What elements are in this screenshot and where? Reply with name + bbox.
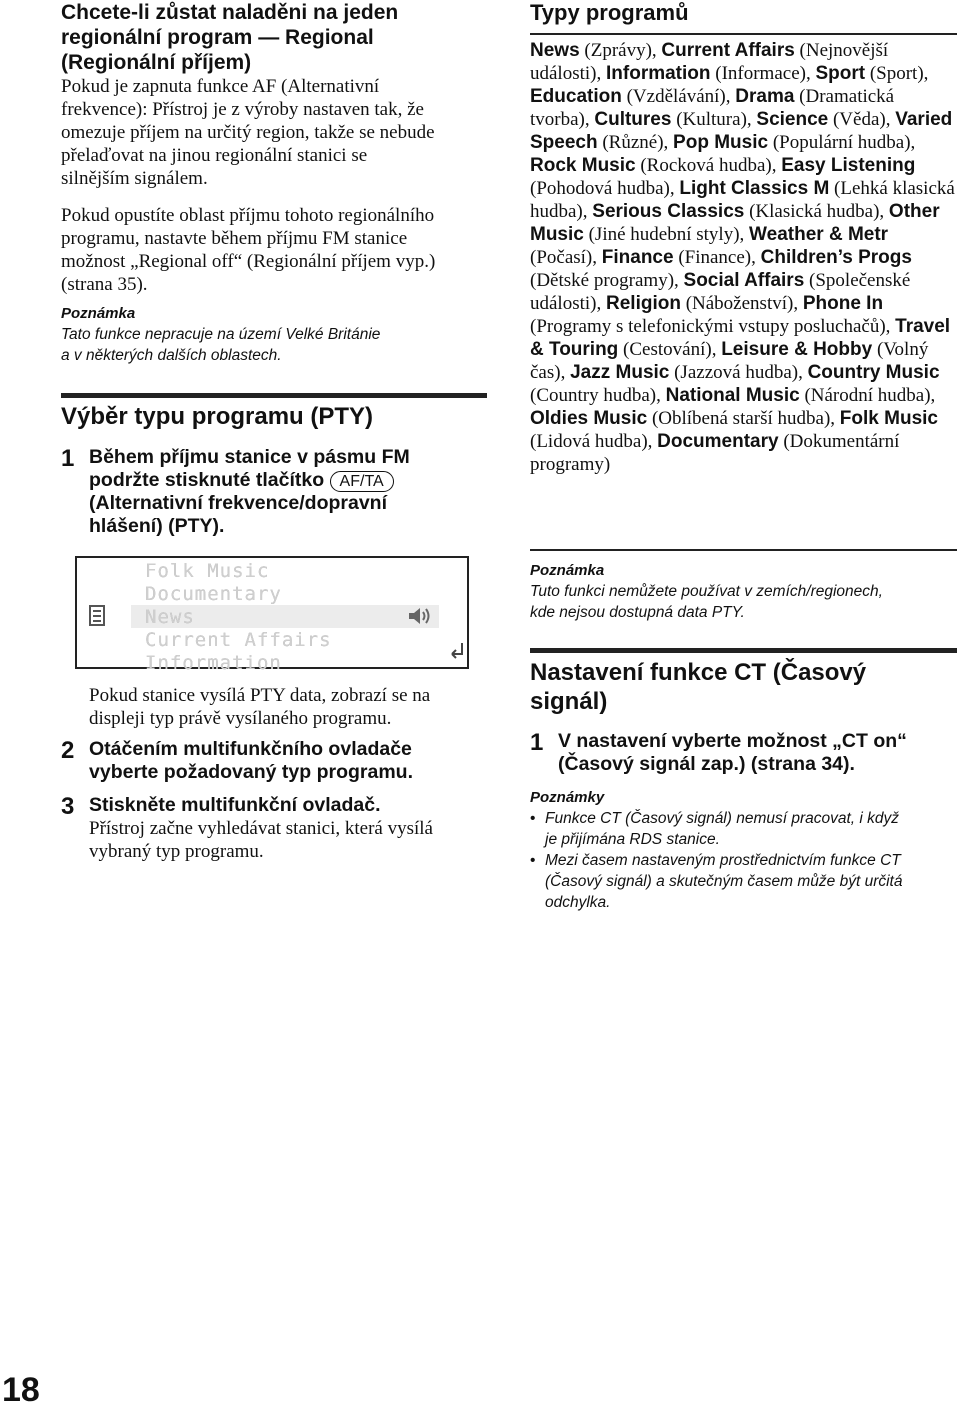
- program-type-description: (Informace),: [710, 63, 816, 84]
- regional-paragraph-2: Pokud opustíte oblast příjmu tohoto regionálního programu, nastavte během příjmu FM stanice možnost „Regional off“ (Regionální příjem vyp.) (strana 35).: [61, 205, 436, 295]
- program-type-name: Information: [606, 63, 711, 84]
- program-type-description: (Dětské programy),: [530, 270, 684, 291]
- list-icon: [89, 605, 107, 632]
- program-type-name: Serious Classics: [592, 201, 745, 222]
- pty-section-title: Výběr typu programu (PTY): [61, 403, 374, 430]
- program-type-description: (Volný čas),: [530, 339, 929, 383]
- step-3: 3 Stiskněte multifunkční ovladač. Přístroj začne vyhledávat stanici, která vysílá vybraný typ programu.: [61, 794, 509, 863]
- section-rule: [530, 549, 957, 551]
- program-type-name: Travel & Touring: [530, 316, 951, 360]
- regional-paragraph-1: Pokud je zapnuta funkce AF (Alternativní frekvence): Přístroj je z výroby nastaven tak, že omezuje příjem na určitý region, takže se nebude přelaďovat na jinou regionální stanici se silnějším signálem.: [61, 76, 435, 189]
- regional-heading: Chcete-li zůstat naladěni na jeden regionální program — Regional (Regionální příjem): [61, 1, 399, 74]
- program-type-description: (Věda),: [828, 109, 896, 130]
- step-2: 2 Otáčením multifunkčního ovladače vyberte požadovaný typ programu.: [61, 737, 413, 783]
- program-type-name: Jazz Music: [570, 362, 670, 383]
- note-title: Poznámka: [61, 305, 136, 322]
- program-type-description: (Národní hudba),: [799, 385, 936, 406]
- program-type-name: Social Affairs: [683, 270, 805, 291]
- program-type-description: (Kultura),: [671, 109, 757, 130]
- section-rule: [530, 648, 957, 653]
- display-item-selected: News: [145, 606, 195, 628]
- speaker-icon: [407, 606, 433, 631]
- program-type-name: Weather & Metr: [749, 224, 889, 245]
- program-type-name: Other Music: [530, 201, 940, 245]
- program-type-description: (Počasí),: [530, 247, 602, 268]
- program-type-name: Leisure & Hobby: [721, 339, 873, 360]
- radio-display-illustration: [75, 556, 469, 674]
- program-type-description: (Lehká klasická hudba),: [530, 178, 955, 222]
- program-type-description: (Cestování),: [618, 339, 722, 360]
- display-item: Documentary: [145, 583, 282, 605]
- program-type-name: Cultures: [594, 109, 672, 130]
- program-type-description: (Různé),: [597, 132, 674, 153]
- program-type-description: (Finance),: [673, 247, 761, 268]
- program-type-description: (Programy s telefonickými vstupy posluchačů),: [530, 316, 896, 337]
- program-type-name: Rock Music: [530, 155, 636, 176]
- program-type-description: (Klasická hudba),: [744, 201, 889, 222]
- program-type-name: Finance: [601, 247, 674, 268]
- program-types-list: [530, 39, 957, 476]
- return-icon: [449, 642, 465, 665]
- notes-list: [530, 808, 957, 913]
- display-item: Current Affairs: [145, 629, 332, 651]
- program-type-description: (Nejnovější události),: [530, 40, 889, 84]
- program-type-description: (Jazzová hudba),: [669, 362, 808, 383]
- program-type-description: (Náboženství),: [680, 293, 803, 314]
- program-type-description: (Country hudba),: [530, 385, 666, 406]
- note-item: • Funkce CT (Časový signál) nemusí pracovat, i když je přijímána RDS stanice.: [530, 808, 957, 850]
- step-number: 1: [530, 729, 544, 756]
- program-types-title: Typy programů: [530, 0, 689, 25]
- display-item: Information: [145, 652, 282, 674]
- program-type-name: Pop Music: [673, 132, 769, 153]
- program-type-name: Drama: [735, 86, 795, 107]
- note-text: Tuto funkci nemůžete používat v zemích/regionech, kde nejsou dostupná data PTY.: [530, 583, 883, 621]
- program-type-name: National Music: [665, 385, 800, 406]
- display-explanation: Pokud stanice vysílá PTY data, zobrazí se na displeji typ právě vysílaného programu.: [89, 685, 431, 729]
- program-type-name: Phone In: [802, 293, 884, 314]
- note-title: Poznámka: [530, 562, 605, 579]
- program-type-description: (Lidová hudba),: [530, 431, 658, 452]
- program-type-name: Varied Speech: [530, 109, 953, 153]
- section-rule: [530, 33, 957, 35]
- program-type-description: (Vzdělávání),: [621, 86, 736, 107]
- program-type-name: Sport: [815, 63, 866, 84]
- program-type-name: News: [530, 40, 580, 61]
- step-number: 1: [61, 445, 75, 472]
- program-type-name: Children’s Progs: [760, 247, 912, 268]
- display-item: Folk Music: [145, 560, 270, 582]
- program-type-name: Science: [756, 109, 829, 130]
- program-type-name: Education: [530, 86, 622, 107]
- program-type-name: Light Classics M: [679, 178, 830, 199]
- program-type-description: (Rocková hudba),: [635, 155, 782, 176]
- program-type-description: (Dokumentární programy): [530, 431, 900, 475]
- note-item: • Mezi časem nastaveným prostřednictvím funkce CT (Časový signál) a skutečným časem může být určitá odchylka.: [530, 850, 957, 913]
- program-type-description: (Populární hudba),: [768, 132, 916, 153]
- step-3-body: Přístroj začne vyhledávat stanici, která vysílá vybraný typ programu.: [89, 818, 433, 862]
- step-number: 3: [61, 793, 75, 820]
- step-number: 2: [61, 737, 75, 764]
- program-type-description: (Sport),: [865, 63, 929, 84]
- ct-section-title: Nastavení funkce CT (Časový signál): [530, 659, 867, 715]
- note-text: Tato funkce nepracuje na území Velké Británie a v některých dalších oblastech.: [61, 326, 381, 364]
- program-type-description: (Společenské události),: [530, 270, 911, 314]
- program-type-description: (Jiné hudební styly),: [583, 224, 750, 245]
- program-type-description: (Zprávy),: [579, 40, 662, 61]
- af-ta-button: AF/TA: [330, 471, 394, 492]
- program-type-description: (Pohodová hudba),: [530, 178, 680, 199]
- program-type-description: (Dramatická tvorba),: [530, 86, 895, 130]
- program-type-name: Religion: [606, 293, 681, 314]
- step-1: 1 Během příjmu stanice v pásmu FM podržte stisknuté tlačítko AF/TA (Alternativní frekvence/dopravní hlášení) (PTY).: [61, 445, 410, 537]
- page-number: 18: [2, 1371, 40, 1409]
- ct-step-1: 1 V nastavení vyberte možnost „CT on“ (Časový signál zap.) (strana 34).: [530, 729, 907, 775]
- program-type-name: Easy Listening: [781, 155, 916, 176]
- program-type-name: Documentary: [657, 431, 779, 452]
- program-type-name: Country Music: [807, 362, 940, 383]
- program-type-description: (Oblíbená starší hudba),: [647, 408, 840, 429]
- program-type-name: Current Affairs: [661, 40, 795, 61]
- program-type-name: Oldies Music: [530, 408, 648, 429]
- section-rule: [61, 393, 487, 398]
- program-type-name: Folk Music: [839, 408, 938, 429]
- notes-title: Poznámky: [530, 789, 605, 806]
